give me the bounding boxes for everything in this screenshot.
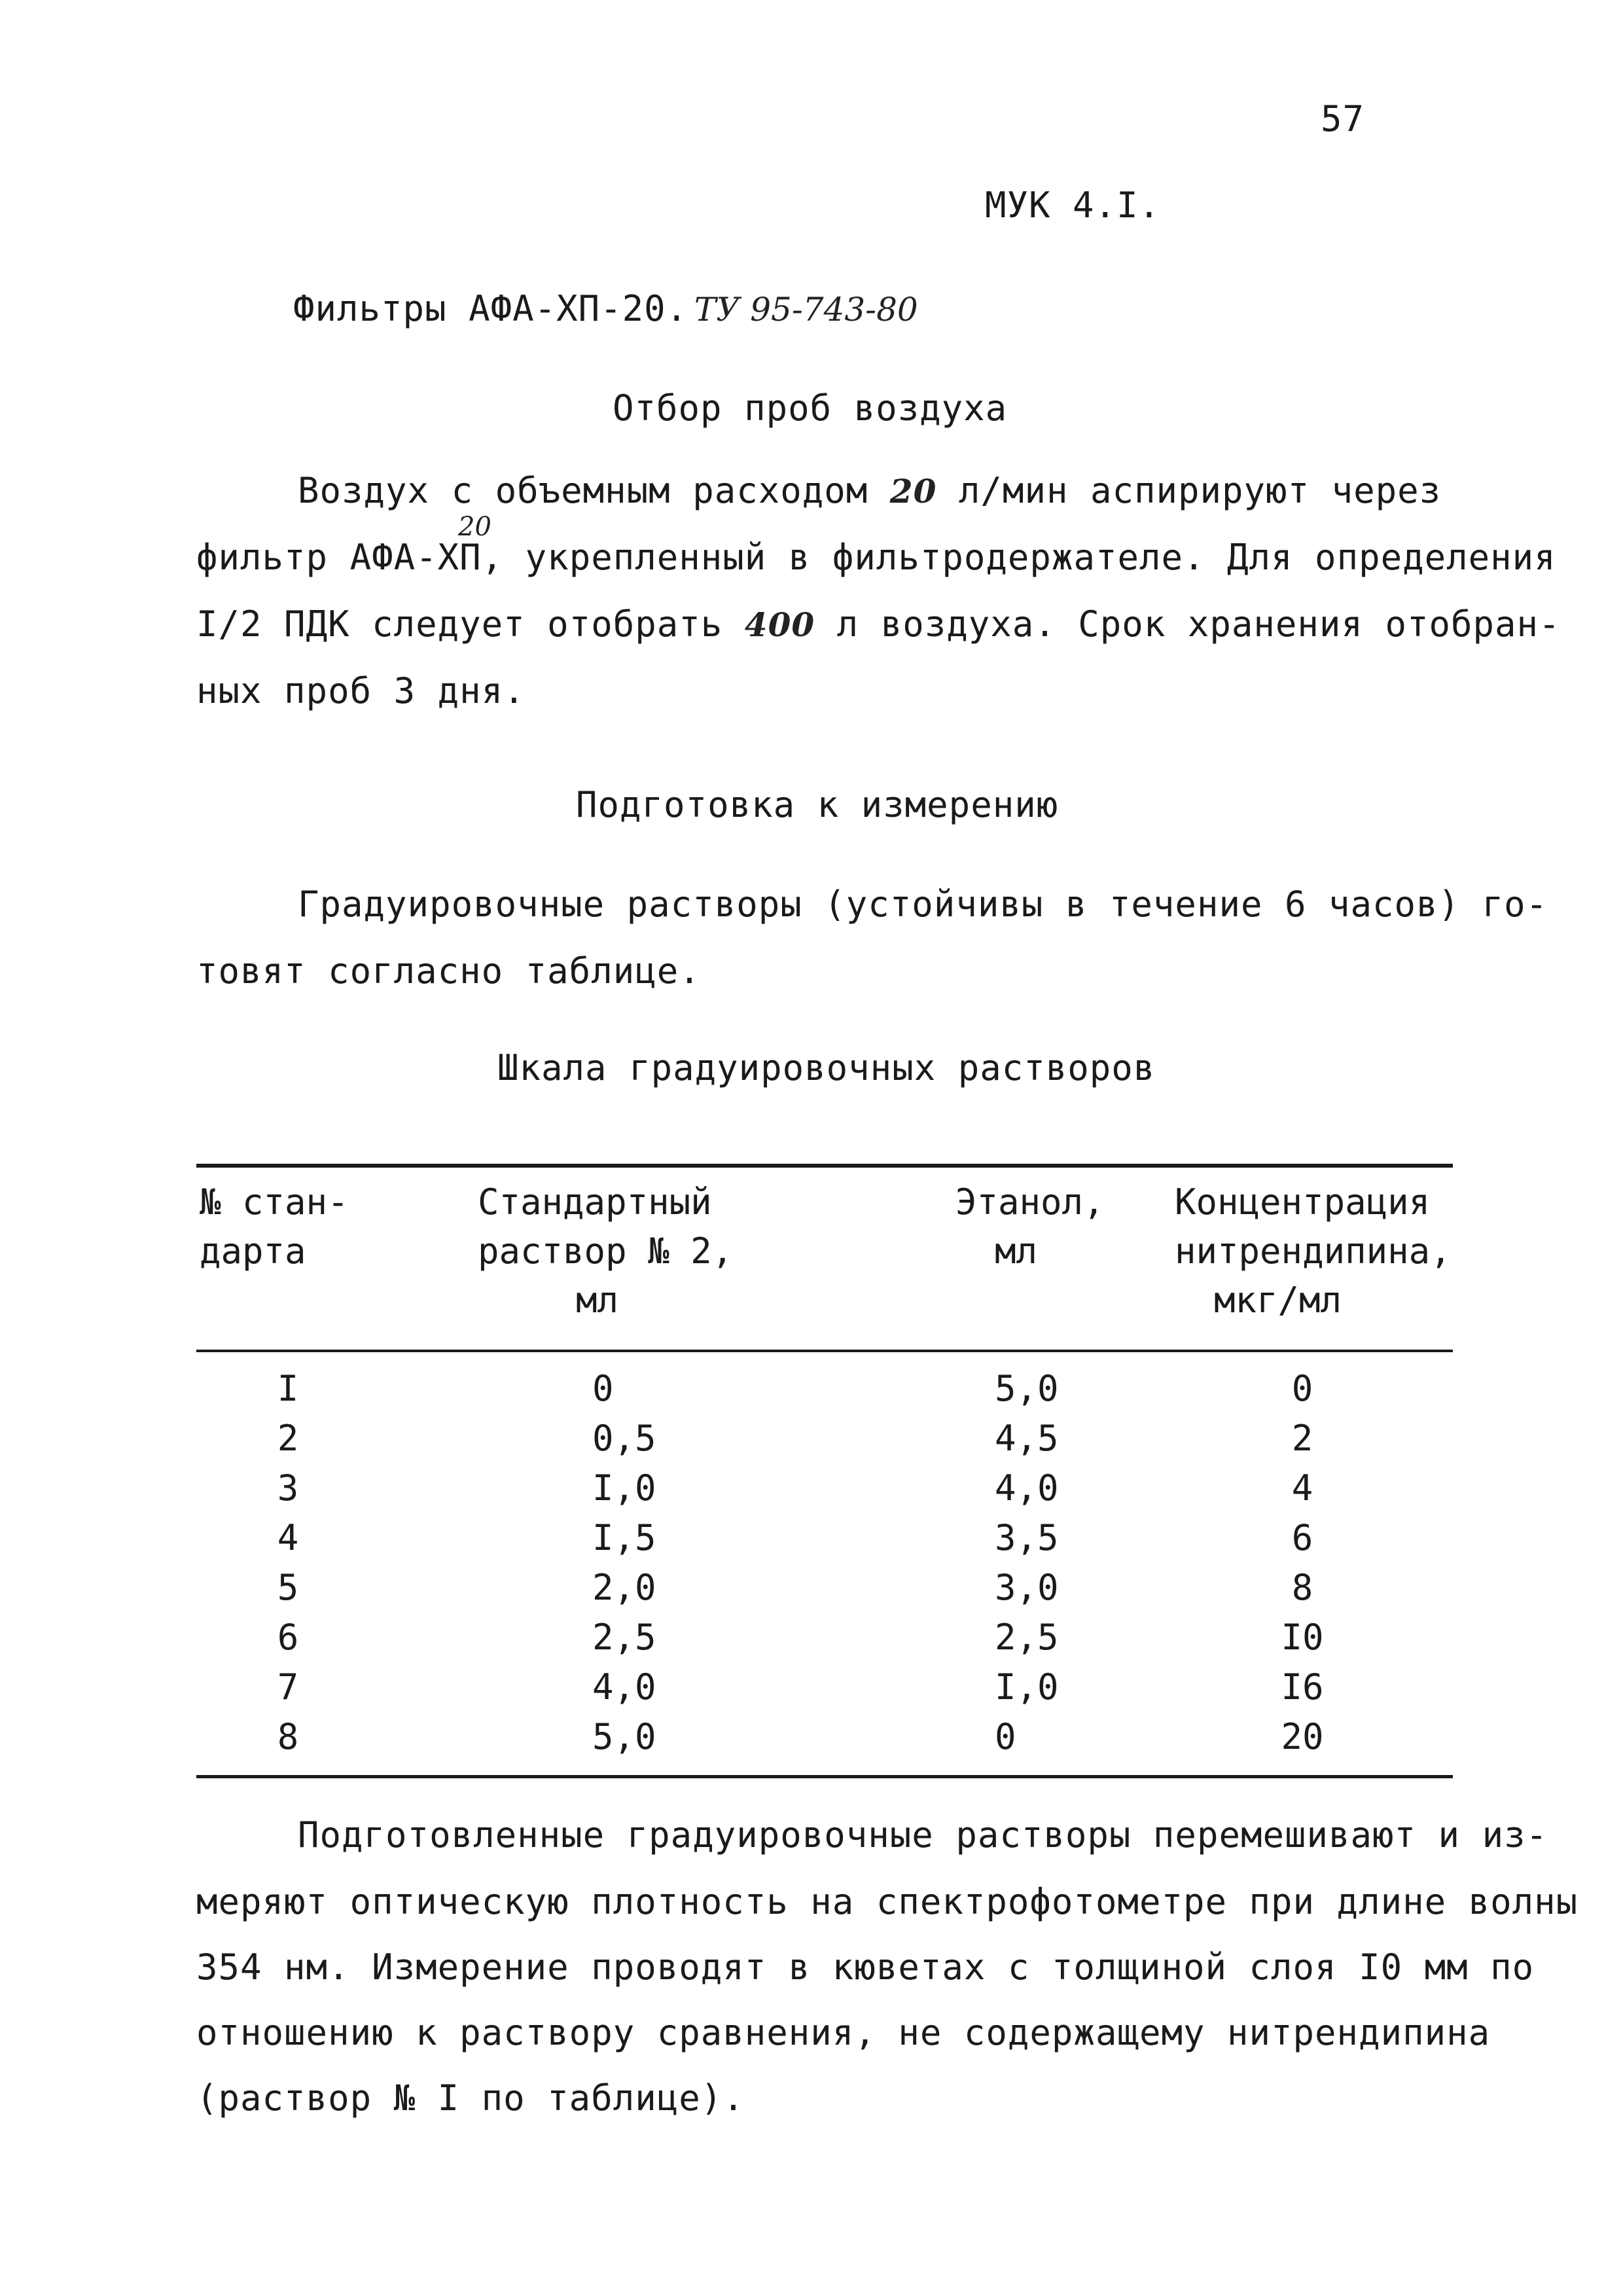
table-cell-standard-number: 2 bbox=[277, 1418, 299, 1459]
sampling-line-2a: фильтр АФА-ХП, bbox=[196, 537, 504, 578]
closing-line-5: (раствор № I по таблице). bbox=[196, 2077, 745, 2119]
table-cell-standard-number: 7 bbox=[277, 1666, 299, 1708]
sampling-line-1b: л/мин аспирируют через bbox=[958, 470, 1442, 511]
prep-line-1: Градуировочные растворы (устойчивы в течение 6 часов) го- bbox=[298, 884, 1548, 925]
header-col4-line3: мкг/мл bbox=[1214, 1280, 1342, 1321]
sampling-line-3a: I/2 ПДК следует отобрать bbox=[196, 603, 723, 645]
table-cell-standard-solution-ml: 0 bbox=[592, 1368, 614, 1409]
volume-handwritten: 400 bbox=[744, 605, 815, 644]
table-cell-concentration: I0 bbox=[1281, 1617, 1324, 1658]
table-cell-standard-number: 5 bbox=[277, 1567, 299, 1608]
table-cell-concentration: 2 bbox=[1291, 1418, 1313, 1459]
table-cell-concentration: 20 bbox=[1281, 1716, 1324, 1757]
filter-superscript: 20 bbox=[458, 512, 491, 542]
section-title-sampling: Отбор проб воздуха bbox=[613, 387, 1008, 429]
table-cell-standard-solution-ml: 4,0 bbox=[592, 1666, 656, 1708]
header-col2-line1: Стандартный bbox=[478, 1181, 712, 1223]
table-title: Шкала градуировочных растворов bbox=[497, 1047, 1156, 1088]
table-cell-concentration: I6 bbox=[1281, 1666, 1324, 1708]
table-cell-standard-solution-ml: 2,5 bbox=[592, 1617, 656, 1658]
table-cell-ethanol-ml: 0 bbox=[995, 1716, 1016, 1757]
header-col1-line2: дарта bbox=[200, 1230, 306, 1272]
table-cell-concentration: 4 bbox=[1291, 1467, 1313, 1509]
table-cell-ethanol-ml: 3,5 bbox=[995, 1517, 1059, 1558]
table-cell-concentration: 8 bbox=[1291, 1567, 1313, 1608]
header-col4-line2: нитрендипина, bbox=[1175, 1230, 1452, 1272]
sampling-line-1 bbox=[298, 470, 1441, 511]
table-cell-ethanol-ml: 2,5 bbox=[995, 1617, 1059, 1658]
table-cell-standard-number: 4 bbox=[277, 1517, 299, 1558]
table-cell-standard-number: I bbox=[277, 1368, 299, 1409]
header-col3-line2: мл bbox=[995, 1230, 1038, 1272]
table-cell-concentration: 0 bbox=[1291, 1368, 1313, 1409]
table-cell-standard-solution-ml: I,5 bbox=[592, 1517, 656, 1558]
sampling-line-4: ных проб 3 дня. bbox=[196, 670, 526, 711]
sampling-line-2b: укрепленный в фильтродержателе. Для определения bbox=[525, 537, 1556, 578]
closing-line-4: отношению к раствору сравнения, не содержащему нитрендипина bbox=[196, 2012, 1491, 2053]
table-cell-standard-number: 3 bbox=[277, 1467, 299, 1509]
closing-line-3: 354 нм. Измерение проводят в кюветах с толщиной слоя I0 мм по bbox=[196, 1946, 1535, 1988]
header-col2-line3: мл bbox=[576, 1280, 619, 1321]
table-cell-standard-solution-ml: 5,0 bbox=[592, 1716, 656, 1757]
document-code: МУК 4.I. bbox=[985, 185, 1161, 226]
table-bottom-rule bbox=[196, 1775, 1453, 1778]
sampling-line-1a: Воздух с объемным расходом bbox=[298, 470, 868, 511]
prep-line-2: товят согласно таблице. bbox=[196, 950, 701, 992]
table-cell-standard-solution-ml: 0,5 bbox=[592, 1418, 656, 1459]
page-number: 57 bbox=[1321, 98, 1365, 139]
table-cell-ethanol-ml: I,0 bbox=[995, 1666, 1059, 1708]
closing-line-1: Подготовленные градуировочные растворы перемешивают и из- bbox=[298, 1814, 1548, 1856]
header-col2-line2: раствор № 2, bbox=[478, 1230, 734, 1272]
table-cell-standard-number: 6 bbox=[277, 1617, 299, 1658]
filters-line bbox=[293, 288, 918, 329]
filters-text: Фильтры АФА-ХП-20. bbox=[293, 288, 688, 329]
table-cell-standard-solution-ml: 2,0 bbox=[592, 1567, 656, 1608]
sampling-line-3 bbox=[196, 603, 1561, 645]
table-cell-ethanol-ml: 3,0 bbox=[995, 1567, 1059, 1608]
table-cell-ethanol-ml: 4,0 bbox=[995, 1467, 1059, 1509]
header-col3-line1: Этанол, bbox=[955, 1181, 1105, 1223]
table-cell-concentration: 6 bbox=[1291, 1517, 1313, 1558]
closing-line-2: меряют оптическую плотность на спектрофотометре при длине волны bbox=[196, 1881, 1578, 1922]
flow-rate-handwritten: 20 bbox=[889, 472, 937, 511]
sampling-line-2 bbox=[196, 537, 1556, 578]
table-cell-ethanol-ml: 5,0 bbox=[995, 1368, 1059, 1409]
section-title-prep: Подготовка к измерению bbox=[576, 784, 1059, 825]
filters-handwritten-spec: ТУ 95-743-80 bbox=[694, 291, 918, 329]
table-cell-standard-number: 8 bbox=[277, 1716, 299, 1757]
table-cell-standard-solution-ml: I,0 bbox=[592, 1467, 656, 1509]
header-col4-line1: Концентрация bbox=[1175, 1181, 1431, 1223]
header-col1-line1: № стан- bbox=[200, 1181, 349, 1223]
table-header-rule bbox=[196, 1350, 1453, 1352]
table-top-rule bbox=[196, 1164, 1453, 1168]
table-cell-ethanol-ml: 4,5 bbox=[995, 1418, 1059, 1459]
sampling-line-3b: л воздуха. Срок хранения отобран- bbox=[836, 603, 1561, 645]
